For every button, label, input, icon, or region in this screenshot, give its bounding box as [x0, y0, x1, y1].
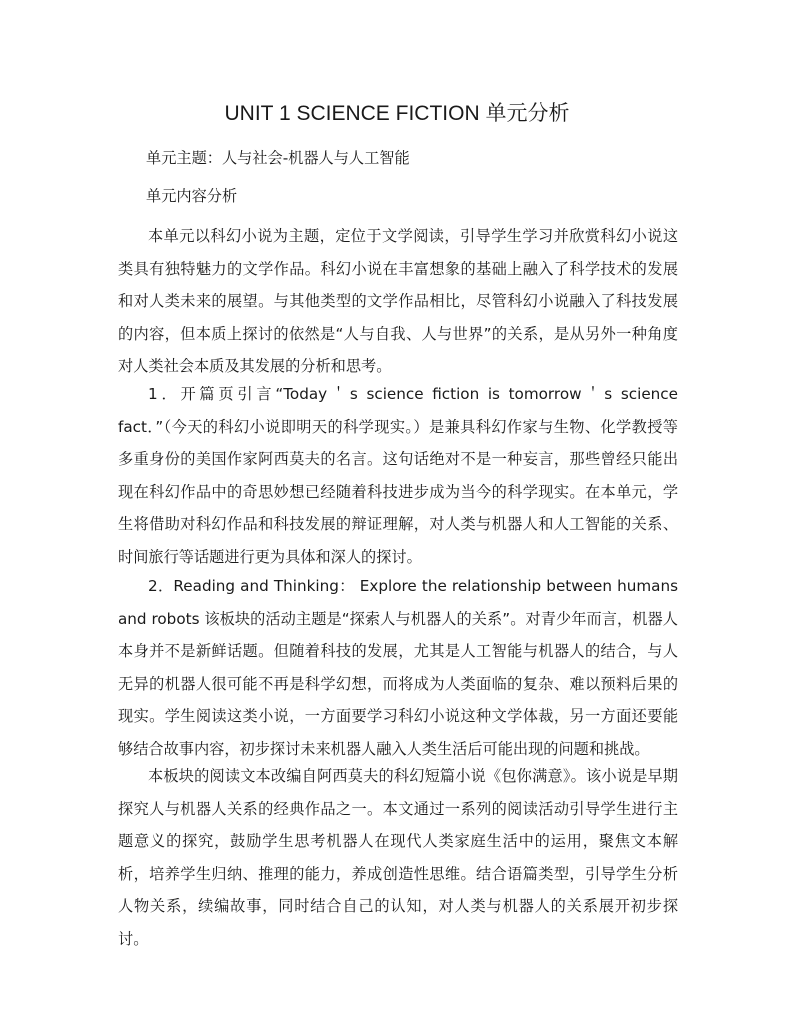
- paragraph-reading-text: 本板块的阅读文本改编自阿西莫夫的科幻短篇小说《包你满意》。该小说是早期探究人与机器人关系的经典作品之一。本文通过一系列的阅读活动引导学生进行主题意义的探究，鼓励学生思考机器人在现代人类家庭生活中的运用，聚焦文本解析，培养学生归纳、推理的能力，养成创造性思维。结合语篇类型，引导学生分析人物关系，续编故事，同时结合自己的认知，对人类与机器人的关系展开初步探讨。: [118, 767, 678, 948]
- section-heading: 单元内容分析: [146, 187, 238, 205]
- document-title: UNIT 1 SCIENCE FICTION 单元分析: [224, 102, 570, 125]
- unit-theme-line: 单元主题：人与社会-机器人与人工智能: [146, 149, 410, 167]
- paragraph-reading-thinking: 2．Reading and Thinking： Explore the relationship between humans and robots 该板块的活动主题是“探索人与机器人的关系”。对青少年而言，机器人本身并不是新鲜话题。但随着科技的发展，尤其是人工智能与机器人的结合，与人无异的机器人很可能不再是科学幻想，而将成为人类面临的复杂、难以预料后果的现实。学生阅读这类小说，一方面要学习科幻小说这种文学体裁，另一方面还要能够结合故事内容，初步探讨未来机器人融入人类生活后可能出现的问题和挑战。: [118, 577, 678, 758]
- paragraph-intro: 本单元以科幻小说为主题，定位于文学阅读，引导学生学习并欣赏科幻小说这类具有独特魅力的文学作品。科幻小说在丰富想象的基础上融入了科学技术的发展和对人类未来的展望。与其他类型的文学作品相比，尽管科幻小说融入了科技发展的内容，但本质上探讨的依然是“人与自我、人与世界”的关系，是从另外一种角度对人类社会本质及其发展的分析和思考。: [118, 227, 678, 376]
- paragraph-opening-page: 1．开篇页引言“Today＇s science fiction is tomorrow＇s science fact．”（今天的科幻小说即明天的科学现实。）是兼具科幻作家与生物、化学教授等多重身份的美国作家阿西莫夫的名言。这句话绝对不是一种妄言，那些曾经只能出现在科幻作品中的奇思妙想已经随着科技进步成为当今的科学现实。在本单元，学生将借助对科幻作品和科技发展的辩证理解，对人类与机器人和人工智能的关系、时间旅行等话题进行更为具体和深人的探讨。: [118, 385, 678, 566]
